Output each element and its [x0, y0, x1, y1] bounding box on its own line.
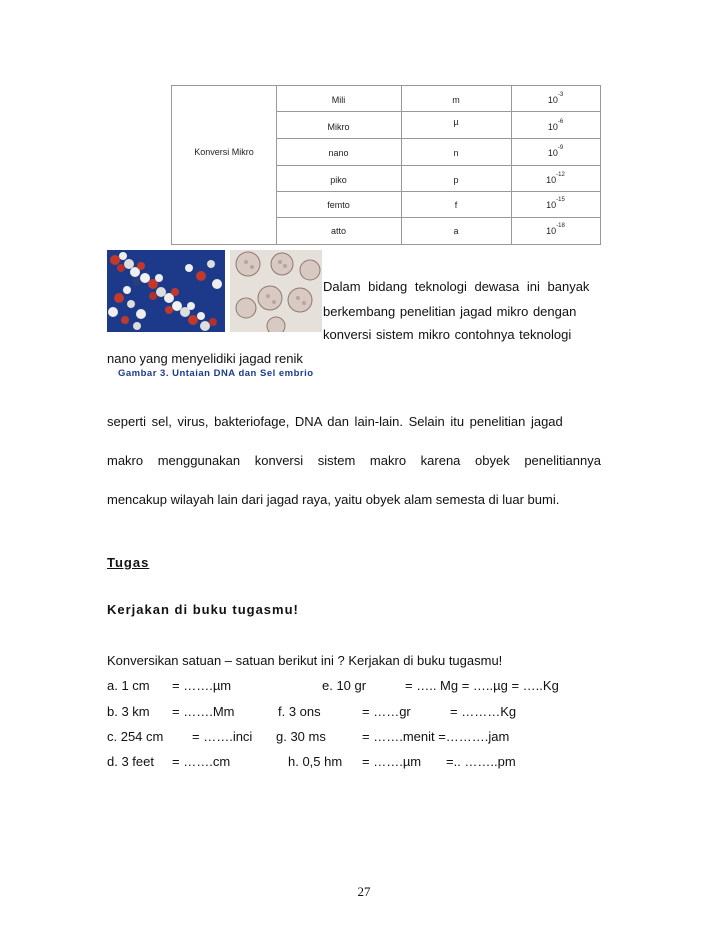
prefix-power: $10^{-9}$ [547, 145, 564, 158]
exercise-label: e. 10 gr [322, 678, 367, 693]
prefix-symbol: n [453, 148, 459, 158]
figure-caption: Gambar 3. Untaian DNA dan Sel embrio [118, 368, 314, 379]
paragraph-line: seperti sel, virus, bakteriofage, DNA dan lain-lain. Selain itu penelitian jagad [107, 414, 563, 429]
exercise-blank: = …….inci [192, 729, 253, 744]
exercise-blank: =.. ……..pm [446, 754, 516, 769]
prefix-name: nano [328, 148, 349, 158]
dna-strand-image [107, 250, 225, 332]
page-number: 27 [357, 884, 371, 899]
exercise-label: c. 254 cm [107, 729, 164, 744]
paragraph-line: berkembang penelitian jagad mikro dengan [323, 304, 577, 319]
section-heading: Tugas [107, 555, 150, 570]
exercise-blank: = ……gr [362, 704, 411, 719]
exercise-blank: = ………Kg [450, 704, 517, 719]
exercise-blank: = …….cm [172, 754, 231, 769]
text-line: Dalam bidang teknologi dewasa ini banyak [323, 279, 590, 294]
conversion-table [171, 85, 601, 245]
exercise-blank: = …….µm [172, 678, 232, 693]
exercise-label: h. 0,5 hm [288, 754, 343, 769]
exercise-blank: = …….menit =……….jam [362, 729, 510, 744]
prefix-name: piko [330, 175, 347, 185]
exercise-blank: = …….Mm [172, 704, 235, 719]
prefix-name: atto [330, 226, 346, 236]
prefix-name: femto [327, 200, 350, 210]
prefix-power: $10^{-6}$ [547, 119, 564, 132]
embryo-cell-image [230, 250, 322, 332]
prefix-symbol: a [453, 226, 459, 236]
exercise-blank: = …….µm [362, 754, 422, 769]
exercise-label: b. 3 km [107, 704, 150, 719]
exercise-label: g. 30 ms [276, 729, 326, 744]
prefix-power: $10^{-15}$ [546, 197, 565, 210]
prefix-name: Mikro [327, 122, 350, 132]
paragraph-line [323, 280, 618, 293]
prefix-symbol: µ [453, 117, 459, 127]
task-heading: Kerjakan di buku tugasmu! [107, 602, 299, 617]
prefix-symbol: f [454, 200, 458, 210]
prefix-name: Mili [331, 95, 346, 105]
prefix-symbol: p [453, 175, 459, 185]
table-group-label: Konversi Mikro [194, 147, 254, 157]
paragraph-line: makro menggunakan konversi sistem makro karena obyek penelitiannya [107, 453, 601, 468]
instruction-text: Konversikan satuan – satuan berikut ini ? Kerjakan di buku tugasmu! [107, 653, 503, 668]
prefix-power: $10^{-18}$ [546, 223, 565, 236]
paragraph-line: mencakup wilayah lain dari jagad raya, yaitu obyek alam semesta di luar bumi. [107, 492, 560, 507]
exercise-blank: = ….. Mg = …..µg = …..Kg [405, 678, 559, 693]
exercise-label: a. 1 cm [107, 678, 150, 693]
paragraph-line: konversi sistem mikro contohnya teknologi [323, 327, 572, 342]
prefix-power: $10^{-12}$ [546, 172, 565, 185]
prefix-symbol: m [452, 95, 460, 105]
paragraph-line: nano yang menyelidiki jagad renik [107, 351, 303, 366]
prefix-power: $10^{-3}$ [547, 92, 564, 105]
exercise-label: d. 3 feet [107, 754, 154, 769]
exercise-label: f. 3 ons [278, 704, 321, 719]
